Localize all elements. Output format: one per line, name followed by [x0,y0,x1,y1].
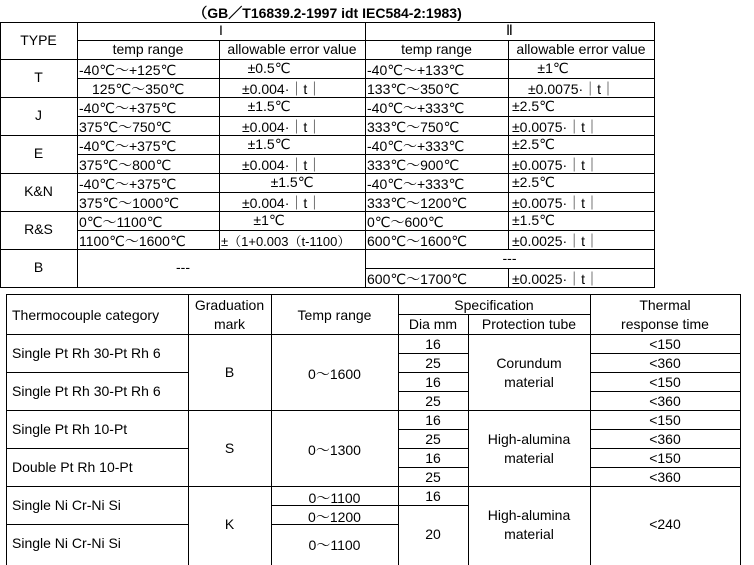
range-cell: -40℃～+333℃ [367,100,465,116]
error-cell: ±0.0075·｜t｜ [512,195,600,211]
dia-cell: 20 [425,526,441,542]
type-cell: E [33,145,44,161]
temp-cell: 0～1100 [308,537,361,553]
graduation-cell: K [224,516,235,532]
error-value-header-2: allowable error value [516,41,646,57]
error-cell: ±0.5℃ [247,60,291,76]
error-cell: ±1.5℃ [247,98,291,114]
range-cell: 333℃～750℃ [367,119,460,135]
page-title: （GB／T16839.2-1997 idt IEC584-2:1983) [193,5,462,21]
tube-cell-line2: material [504,526,554,542]
graduation-cell: B [224,364,235,380]
dia-cell: 16 [425,450,441,466]
thermal-header-line2: response time [621,316,709,332]
response-cell: <150 [649,374,681,390]
thermal-header: Thermal [639,297,691,313]
dash-cell: --- [176,259,190,275]
type-header: TYPE [20,32,57,48]
error-cell: ±0.0075·｜t｜ [512,119,600,135]
range-cell: -40℃～+133℃ [367,62,465,78]
category-cell: Single Ni Cr-Ni Si [12,497,121,513]
range-cell: -40℃～+375℃ [79,100,177,116]
dia-cell: 16 [425,374,441,390]
range-cell: -40℃～+333℃ [367,176,465,192]
error-cell: ±0.0025·｜t｜ [512,271,600,287]
error-cell: ±2.5℃ [512,174,555,190]
dash-cell: --- [502,250,517,266]
response-cell: <360 [649,469,681,485]
dia-cell: 16 [425,488,441,504]
type-cell: B [33,259,44,275]
dia-cell: 25 [425,355,441,371]
range-cell: -40℃～+333℃ [367,138,465,154]
response-cell: <150 [649,412,681,428]
range-cell: 375℃～800℃ [79,157,172,173]
category-cell: Single Pt Rh 10-Pt [12,421,128,437]
range-cell: 333℃～1200℃ [367,195,467,211]
error-cell: ±0.004·｜t｜ [242,157,322,173]
graduation-header-line2: mark [213,316,246,332]
type-cell: T [34,69,43,85]
tube-cell-line2: material [504,374,554,390]
error-cell: ±1℃ [537,60,569,76]
error-cell: ±（1+0.003（t-1100） [221,234,351,249]
temp-cell: 0～1100 [308,490,361,506]
dia-cell: 16 [425,412,441,428]
group-one-header: I [219,22,223,38]
range-cell: -40℃～+125℃ [79,62,177,78]
category-cell: Single Pt Rh 30-Pt Rh 6 [12,383,161,399]
temp-cell: 0～1600 [308,366,361,382]
error-cell: ±0.0075·｜t｜ [528,81,616,97]
tube-cell: Corundum [496,355,562,371]
dia-cell: 25 [425,469,441,485]
error-cell: ±0.0075·｜t｜ [512,157,600,173]
dia-cell: 25 [425,393,441,409]
tube-cell-line2: material [504,450,554,466]
range-cell: 600℃～1600℃ [367,233,467,249]
range-cell: 333℃～900℃ [367,157,460,173]
range-cell: 133℃～350℃ [367,81,460,97]
range-cell: -40℃～+375℃ [79,138,177,154]
response-cell: <150 [649,336,681,352]
error-value-header: allowable error value [227,41,357,57]
range-cell: 0℃～600℃ [367,214,444,230]
category-cell: Single Pt Rh 30-Pt Rh 6 [12,345,161,361]
range-cell: 375℃～750℃ [79,119,172,135]
response-cell: <360 [649,393,681,409]
range-cell: 1100℃～1600℃ [79,233,186,249]
specification-header: Specification [454,297,534,313]
tube-cell: High-alumina [487,431,571,447]
error-cell: ±2.5℃ [512,136,555,152]
range-cell: 0℃～1100℃ [79,214,163,230]
response-cell: <360 [649,355,681,371]
temp-range-header: temp range [112,41,184,57]
error-cell: ±1℃ [253,212,285,228]
protection-header: Protection tube [481,316,577,332]
temp-cell: 0～1200 [308,509,361,525]
range-cell: 125℃～350℃ [92,81,185,97]
error-cell: ±0.0025·｜t｜ [512,233,600,249]
error-cell: ±1.5℃ [512,212,555,228]
type-cell: R&S [24,221,53,237]
range-cell: 375℃～1000℃ [79,195,179,211]
response-cell: <150 [649,450,681,466]
error-cell: ±0.004·｜t｜ [242,119,322,135]
dia-cell: 25 [425,431,441,447]
tube-cell: High-alumina [487,507,571,523]
graduation-cell: S [224,440,235,456]
category-cell: Double Pt Rh 10-Pt [12,459,133,475]
temp-range-header-2: temp range [401,41,472,57]
category-header: Thermocouple category [12,307,160,323]
range-cell: 600℃～1700℃ [367,271,467,287]
group-two-header: Ⅱ [506,22,513,38]
error-cell: ±0.004·｜t｜ [242,81,322,97]
response-cell: <360 [649,431,681,447]
temp-range-header: Temp range [297,307,372,323]
error-cell: ±0.004·｜t｜ [242,195,322,211]
temp-cell: 0～1300 [308,442,361,458]
dia-cell: 16 [425,336,441,352]
category-cell: Single Ni Cr-Ni Si [12,535,121,551]
graduation-header: Graduation [194,297,265,313]
error-cell: ±1.5℃ [270,174,314,190]
range-cell: -40℃～+375℃ [79,176,177,192]
response-cell: <240 [649,516,681,532]
type-cell: J [35,107,42,123]
type-cell: K&N [24,183,53,199]
dia-header: Dia mm [408,316,458,332]
error-cell: ±2.5℃ [512,98,555,114]
error-cell: ±1.5℃ [247,136,291,152]
